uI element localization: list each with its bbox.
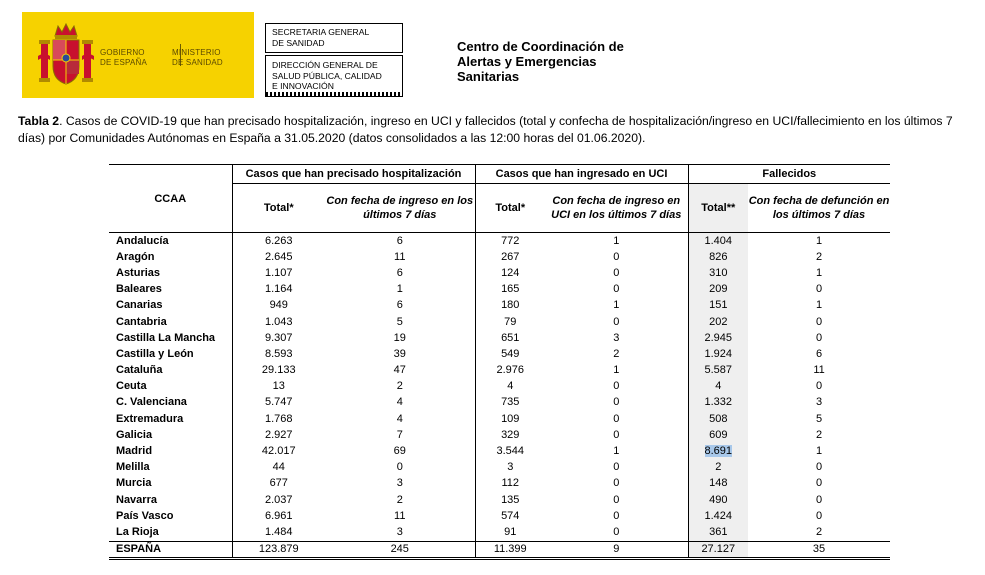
cell-hosp-total: 6.263 [232,233,325,250]
gobierno-label: GOBIERNO DE ESPAÑA [100,48,147,67]
row-ccaa: País Vasco [116,509,174,522]
cell-hosp-7d: 2 [396,493,403,506]
total-row [109,541,890,558]
cell-hosp-total: 8.593 [232,346,325,362]
cell-hosp-7d: 39 [393,347,406,360]
cell-hosp-total: 6.961 [232,508,325,524]
row-ccaa: Murcia [116,477,152,490]
cell-fall-total: 361 [688,524,748,541]
cell-uci-7d: 0 [613,380,620,393]
cell-uci-total: 772 [475,233,545,250]
total-cell-hosp-7d: 245 [325,541,475,558]
table-row [109,233,890,250]
gobierno-ministerio-logo [22,12,254,98]
row-ccaa: Galicia [116,428,153,441]
cell-uci-total: 165 [475,282,545,298]
cell-uci-total: 735 [475,395,545,411]
cell-uci-total: 329 [475,427,545,443]
cell-hosp-total: 1.107 [232,265,325,281]
cell-uci-total: 79 [475,314,545,330]
cell-hosp-total: 2.927 [232,427,325,443]
cell-fall-7d: 1 [815,445,823,458]
cell-fall-7d: 1 [815,234,823,247]
cell-uci-7d: 1 [613,445,620,458]
cell-fall-7d: 2 [815,525,823,538]
cell-hosp-total: 1.043 [232,314,325,330]
table-row [109,265,890,281]
cell-hosp-7d: 47 [393,364,406,377]
cell-hosp-total: 42.017 [232,443,325,459]
cell-hosp-7d: 3 [396,477,403,490]
cell-uci-7d: 2 [613,347,620,360]
cell-fall-7d: 1 [815,266,823,279]
subheader-fall-7d: Con fecha de defunción en los últimos 7 días [748,184,890,233]
cell-uci-total: 574 [475,508,545,524]
cell-uci-7d: 0 [613,315,620,328]
centro-title: Centro de Coordinación de Alertas y Emergencias Sanitarias [457,39,624,84]
cell-uci-7d: 1 [613,364,620,377]
cell-fall-7d: 0 [815,331,823,344]
cell-uci-7d: 0 [613,509,620,522]
cell-fall-7d: 11 [813,364,825,377]
cell-fall-total: 826 [688,249,748,265]
cell-hosp-total: 2.645 [232,249,325,265]
cell-hosp-7d: 1 [396,283,403,296]
ccaa-header: CCAA [109,165,232,233]
table-row [109,249,890,265]
cell-fall-7d: 5 [815,412,823,425]
cell-fall-7d: 2 [815,428,823,441]
cell-fall-total: 490 [688,492,748,508]
cell-hosp-total: 677 [232,476,325,492]
cell-fall-7d: 2 [815,250,823,263]
subheader-uci-total: Total* [475,184,545,233]
row-ccaa: Navarra [116,493,157,506]
cell-fall-7d: 0 [815,315,823,328]
table-row [109,492,890,508]
cell-uci-total: 3.544 [475,443,545,459]
row-ccaa: Cataluña [116,364,163,377]
table-row [109,411,890,427]
total-cell-fall-7d: 35 [748,541,890,558]
table-row [109,476,890,492]
table-row [109,379,890,395]
table-row [109,330,890,346]
table-caption [18,113,978,147]
cell-hosp-7d: 6 [396,234,403,247]
table-row [109,346,890,362]
cell-fall-total: 5.587 [688,363,748,379]
cell-uci-total: 651 [475,330,545,346]
cell-hosp-7d: 4 [396,396,403,409]
group-uci: Casos que han ingresado en UCI [475,165,688,184]
cell-uci-total: 112 [475,476,545,492]
row-ccaa: Baleares [116,283,162,296]
cell-hosp-7d: 11 [394,509,406,522]
cell-hosp-7d: 2 [396,380,403,393]
cell-uci-7d: 1 [613,234,620,247]
row-ccaa: Canarias [116,299,163,312]
cell-uci-7d: 0 [613,412,620,425]
cell-hosp-total: 29.133 [232,363,325,379]
row-ccaa: La Rioja [116,525,159,538]
cell-fall-total: 209 [688,282,748,298]
cell-fall-total: 1.424 [688,508,748,524]
table-row [109,460,890,476]
cell-fall-total: 4 [688,379,748,395]
table-row [109,282,890,298]
cell-fall-total: 148 [688,476,748,492]
row-ccaa: C. Valenciana [116,396,187,409]
cell-hosp-7d: 6 [396,299,403,312]
total-cell-fall-total: 27.127 [688,541,748,558]
total-label: ESPAÑA [109,541,232,558]
cell-fall-total: 151 [688,298,748,314]
cell-fall-7d: 6 [815,347,823,360]
table-row [109,363,890,379]
group-fallecidos: Fallecidos [688,165,890,184]
subheader-uci-7d: Con fecha de ingreso en UCI en los últimos 7 días [545,184,688,233]
cell-uci-7d: 0 [613,493,620,506]
row-ccaa: Extremadura [116,412,184,425]
cell-hosp-7d: 19 [393,331,406,344]
cell-fall-7d: 1 [815,299,823,312]
cell-hosp-7d: 0 [396,461,403,474]
secretaria-box: SECRETARIA GENERAL DE SANIDAD [265,23,403,53]
cell-hosp-7d: 4 [396,412,403,425]
cell-uci-7d: 3 [613,331,620,344]
cell-hosp-total: 13 [232,379,325,395]
cell-uci-total: 4 [475,379,545,395]
direccion-strip [266,92,402,96]
cell-hosp-total: 949 [232,298,325,314]
cell-hosp-7d: 7 [396,428,403,441]
table-row [109,314,890,330]
cell-fall-7d: 3 [815,396,823,409]
row-ccaa: Ceuta [116,380,147,393]
table-row [109,298,890,314]
cell-fall-total: 2.945 [688,330,748,346]
cell-hosp-total: 1.484 [232,524,325,541]
cell-uci-7d: 0 [613,283,620,296]
group-hospitalizacion: Casos que han precisado hospitalización [232,165,475,184]
cell-fall-total: 609 [688,427,748,443]
cell-hosp-total: 2.037 [232,492,325,508]
coat-of-arms-icon [38,22,94,88]
cell-uci-total: 267 [475,249,545,265]
cell-hosp-total: 1.164 [232,282,325,298]
cell-uci-total: 549 [475,346,545,362]
table-row [109,427,890,443]
caption-label: Tabla 2 [18,114,60,128]
row-ccaa: Andalucía [116,234,169,247]
total-cell-uci-total: 11.399 [475,541,545,558]
cell-uci-7d: 0 [613,266,620,279]
subheader-fall-total: Total** [688,184,748,233]
cell-fall-7d: 0 [815,509,823,522]
cell-hosp-7d: 3 [396,525,403,538]
total-cell-uci-7d: 9 [545,541,688,558]
cell-fall-7d: 0 [815,493,823,506]
table-row [109,443,890,459]
cell-uci-total: 2.976 [475,363,545,379]
subheader-hosp-total: Total* [232,184,325,233]
cell-hosp-total: 9.307 [232,330,325,346]
cell-hosp-7d: 6 [396,266,403,279]
cell-fall-7d: 0 [815,477,823,490]
cell-uci-7d: 0 [613,250,620,263]
direccion-box: DIRECCIÓN GENERAL DE SALUD PÚBLICA, CALIDAD E INNOVACIÓN [265,55,403,97]
table-row [109,524,890,541]
row-ccaa: Madrid [116,445,153,458]
row-ccaa: Asturias [116,266,161,279]
cell-uci-7d: 0 [613,396,620,409]
table-row [109,508,890,524]
cell-fall-7d: 0 [815,283,823,296]
cell-hosp-total: 1.768 [232,411,325,427]
selected-value: 8.691 [704,445,733,458]
table-body [109,233,890,559]
table-row [109,395,890,411]
cell-fall-total: 508 [688,411,748,427]
cell-hosp-7d: 11 [394,250,406,263]
row-ccaa: Aragón [116,250,155,263]
cell-uci-total: 91 [475,524,545,541]
cell-uci-total: 180 [475,298,545,314]
cell-uci-7d: 0 [613,477,620,490]
cell-fall-7d: 0 [815,461,823,474]
cell-fall-total [688,443,748,459]
cell-hosp-total: 44 [232,460,325,476]
subheader-hosp-7d: Con fecha de ingreso en los últimos 7 días [325,184,475,233]
cell-uci-7d: 0 [613,428,620,441]
caption-text: . Casos de COVID-19 que han precisado hospitalización, ingreso en UCI y fallecidos (total y confecha de hospitalización/ingreso en UCI/fallecimiento en los últimos 7 días) por Comunidades Autónomas en España a 31.05.2020 (datos consolidados a las 12:00 horas del 01.06.2020). [18,114,953,145]
cell-uci-total: 124 [475,265,545,281]
cell-fall-total: 1.924 [688,346,748,362]
total-cell-hosp-total: 123.879 [232,541,325,558]
cell-uci-total: 3 [475,460,545,476]
cell-fall-total: 2 [688,460,748,476]
cell-uci-7d: 1 [613,299,620,312]
row-ccaa: Cantabria [116,315,167,328]
cell-fall-total: 1.404 [688,233,748,250]
covid-table [109,164,890,560]
ministerio-label: MINISTERIO DE SANIDAD [172,48,223,67]
cell-hosp-total: 5.747 [232,395,325,411]
cell-uci-7d: 0 [613,525,620,538]
cell-uci-total: 135 [475,492,545,508]
cell-fall-total: 310 [688,265,748,281]
cell-uci-total: 109 [475,411,545,427]
row-ccaa: Melilla [116,461,150,474]
cell-fall-7d: 0 [815,380,823,393]
cell-uci-7d: 0 [613,461,620,474]
cell-hosp-7d: 69 [393,445,406,458]
cell-fall-total: 1.332 [688,395,748,411]
cell-fall-total: 202 [688,314,748,330]
row-ccaa: Castilla La Mancha [116,331,216,344]
cell-hosp-7d: 5 [396,315,403,328]
row-ccaa: Castilla y León [116,347,194,360]
